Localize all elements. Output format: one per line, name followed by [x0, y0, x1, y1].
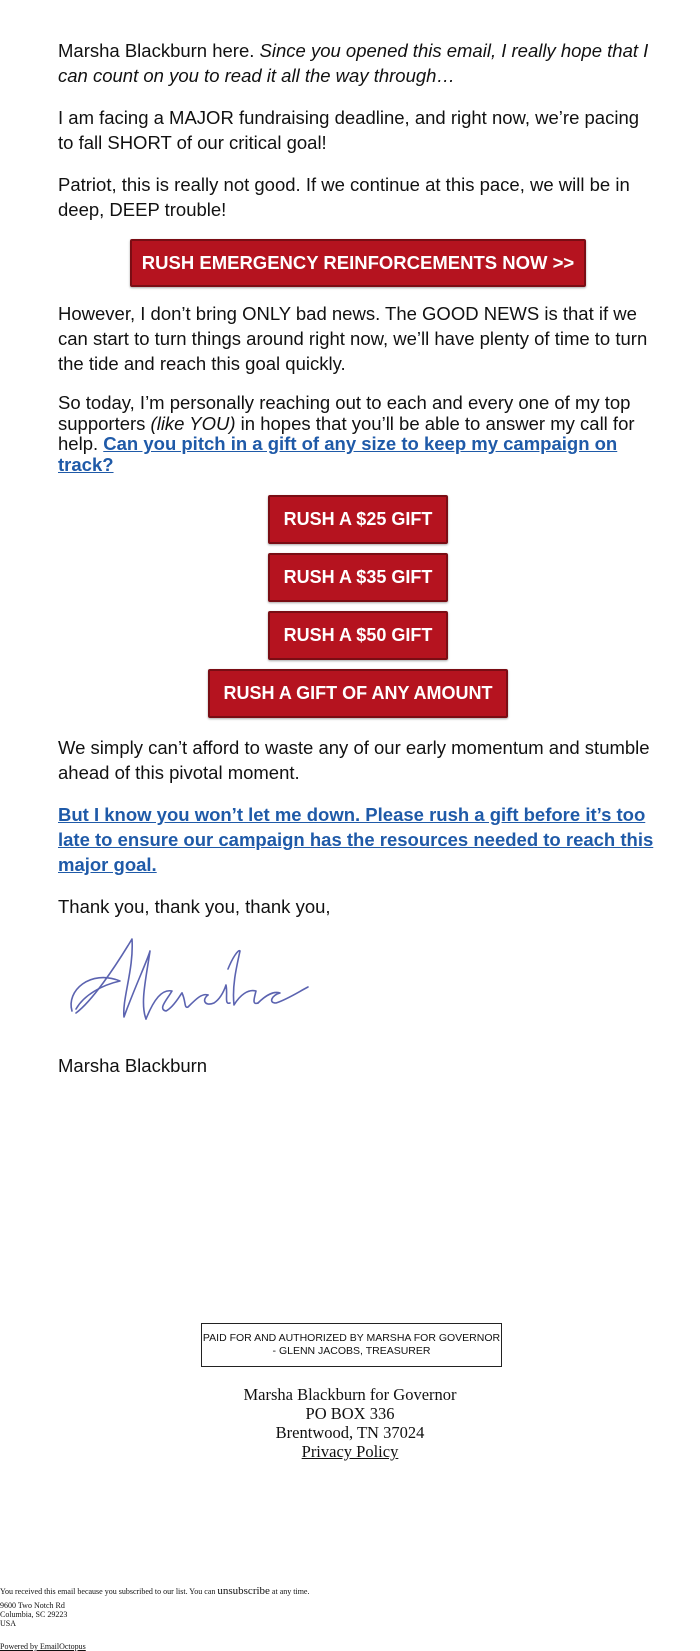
email-footer: [0, 1587, 309, 1651]
organization-address: [0, 1385, 700, 1461]
gift-50-row: [58, 611, 658, 660]
deadline-paragraph: I am facing a MAJOR fundraising deadline, and right now, we’re pacing to fall SHORT of our critical goal!: [58, 107, 640, 153]
signature-image: [62, 929, 312, 1039]
powered-by-link[interactable]: Powered by EmailOctopus: [0, 1642, 86, 1651]
gift-50-button[interactable]: RUSH A $50 GIFT: [268, 611, 448, 660]
footer-address-1: 9600 Two Notch Rd: [0, 1601, 65, 1610]
signer-name: Marsha Blackburn: [58, 1055, 208, 1076]
footer-country: USA: [0, 1619, 17, 1628]
org-name: Marsha Blackburn for Governor: [243, 1385, 457, 1404]
gift-25-row: [58, 495, 658, 544]
privacy-policy-link[interactable]: Privacy Policy: [301, 1442, 399, 1461]
however-paragraph: However, I don’t bring ONLY bad news. The GOOD NEWS is that if we can start to turn things around right now, we’ll have plenty of time to turn the tide and reach this goal quickly.: [58, 303, 648, 374]
gift-any-row: [58, 669, 658, 718]
momentum-paragraph: We simply can’t afford to waste any of our early momentum and stumble ahead of this pivotal moment.: [58, 737, 650, 783]
org-po-box: PO BOX 336: [305, 1404, 395, 1423]
rush-gift-link[interactable]: But I know you won’t let me down. Please rush a gift before it’s too late to ensure our campaign has the resources needed to reach this major goal.: [58, 804, 654, 875]
rush-link-paragraph: [58, 802, 658, 877]
footer-received-text: You received this email because you subscribed to our list. You can: [0, 1587, 218, 1596]
unsubscribe-link[interactable]: unsubscribe: [217, 1585, 270, 1597]
gift-35-row: [58, 553, 658, 602]
gift-25-button[interactable]: RUSH A $25 GIFT: [268, 495, 448, 544]
today-text-1: So today, I’m personally reaching out to each and every one of my top supporters: [58, 392, 631, 434]
rush-reinforcements-button[interactable]: RUSH EMERGENCY REINFORCEMENTS NOW >>: [130, 239, 586, 287]
email-body: [58, 38, 658, 1095]
today-paragraph: [58, 393, 658, 475]
gift-35-button[interactable]: RUSH A $35 GIFT: [268, 553, 448, 602]
pitch-in-link[interactable]: Can you pitch in a gift of any size to keep my campaign on track?: [58, 433, 618, 475]
primary-button-row: [58, 239, 658, 287]
today-text-2: in hopes that you’ll be able to answer my call for help.: [58, 412, 635, 454]
today-italic-text: (like YOU): [150, 412, 236, 434]
thanks-text: Thank you, thank you, thank you,: [58, 896, 331, 917]
paid-for-disclaimer: PAID FOR AND AUTHORIZED BY MARSHA FOR GOVERNOR - GLENN JACOBS, TREASURER: [201, 1323, 502, 1367]
intro-paragraph: [58, 38, 658, 88]
org-city: Brentwood, TN 37024: [275, 1423, 425, 1442]
footer-received-after: at any time.: [269, 1587, 310, 1596]
intro-italic-text: Since you opened this email, I really hope that I can count on you to read it all the way through…: [58, 40, 649, 86]
intro-text: Marsha Blackburn here.: [58, 40, 260, 61]
footer-address-2: Columbia, SC 29223: [0, 1610, 68, 1619]
patriot-paragraph: Patriot, this is really not good. If we continue at this pace, we will be in deep, DEEP trouble!: [58, 174, 630, 220]
gift-any-amount-button[interactable]: RUSH A GIFT OF ANY AMOUNT: [208, 669, 508, 718]
